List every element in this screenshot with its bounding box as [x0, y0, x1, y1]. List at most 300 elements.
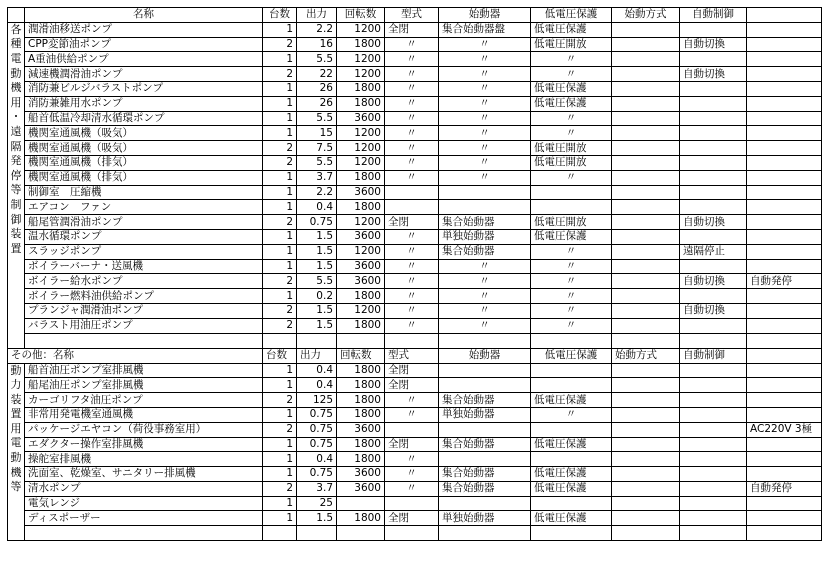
category-char: 電 [10, 436, 22, 450]
cell-name: スラッジポンプ [25, 244, 263, 259]
cell-extra [747, 467, 822, 482]
cell-extra [747, 496, 822, 511]
category-char: 動 [10, 363, 22, 377]
cell-auto-control [680, 437, 747, 452]
cell-lowvolt: 低電圧保護 [531, 96, 612, 111]
cell-units: 1 [263, 126, 297, 141]
cell-type: 〃 [385, 111, 439, 126]
cell-lowvolt: 低電圧保護 [531, 511, 612, 526]
cell-auto-control [680, 22, 747, 37]
cell-starter: 単独始動器 [439, 511, 531, 526]
cell-lowvolt: 〃 [531, 289, 612, 304]
cell-output: 1.5 [297, 259, 337, 274]
blank-cell [680, 526, 747, 541]
cell-starter: 〃 [439, 111, 531, 126]
cell-output: 0.2 [297, 289, 337, 304]
cell-start-method [612, 407, 680, 422]
cell-starter [439, 422, 531, 437]
header-extra [747, 8, 822, 23]
table-row [8, 496, 822, 511]
category-char: 動 [10, 451, 22, 465]
header2-starter: 始動器 [439, 348, 531, 363]
header-auto-control: 自動制御 [680, 8, 747, 23]
cell-units: 2 [263, 67, 297, 82]
category-char: 等 [10, 183, 22, 197]
cell-auto-control [680, 259, 747, 274]
cell-lowvolt: 低電圧保護 [531, 467, 612, 482]
cell-auto-control [680, 393, 747, 408]
cell-starter: 〃 [439, 274, 531, 289]
cell-output: 0.4 [297, 452, 337, 467]
cell-lowvolt: 〃 [531, 52, 612, 67]
blank-cell [337, 526, 385, 541]
cell-type: 全閉 [385, 22, 439, 37]
cell-start-method [612, 511, 680, 526]
table-row [8, 422, 822, 437]
table-row [8, 259, 822, 274]
header-rpm: 回転数 [337, 8, 385, 23]
cell-name: ボイラー給水ポンプ [25, 274, 263, 289]
cell-rpm: 1200 [337, 244, 385, 259]
cell-type: 〃 [385, 481, 439, 496]
cell-name: 機関室通風機（吸気） [25, 126, 263, 141]
cell-starter: 〃 [439, 289, 531, 304]
table-row [8, 170, 822, 185]
category-char: 隔 [10, 139, 22, 153]
table-row [8, 185, 822, 200]
cell-name: 機関室通風機（吸気） [25, 141, 263, 156]
cell-name: 減速機潤滑油ポンプ [25, 67, 263, 82]
cell-starter: 〃 [439, 141, 531, 156]
table-row [8, 67, 822, 82]
cell-extra: AC220V 3極 [747, 422, 822, 437]
cell-name: 消防兼ビルジバラストポンプ [25, 81, 263, 96]
cell-rpm: 1800 [337, 407, 385, 422]
blank-cell [531, 526, 612, 541]
cell-type: 〃 [385, 259, 439, 274]
table-row [8, 229, 822, 244]
category-char: 停 [10, 168, 22, 182]
cell-output: 1.5 [297, 318, 337, 333]
header2-units: 台数 [263, 348, 297, 363]
cell-rpm: 1800 [337, 318, 385, 333]
category-char: 機 [10, 465, 22, 479]
blank-cell [297, 526, 337, 541]
cell-start-method [612, 274, 680, 289]
cell-output: 1.5 [297, 511, 337, 526]
cell-auto-control [680, 111, 747, 126]
blank-cell [680, 333, 747, 348]
cell-rpm: 3600 [337, 229, 385, 244]
cell-extra [747, 200, 822, 215]
table-row [8, 215, 822, 230]
category-char: 動 [10, 66, 22, 80]
table-row [8, 393, 822, 408]
cell-type: 〃 [385, 67, 439, 82]
cell-extra [747, 393, 822, 408]
cell-extra: 自動発停 [747, 274, 822, 289]
cell-extra [747, 126, 822, 141]
cell-start-method [612, 244, 680, 259]
header2-auto-control: 自動制御 [680, 348, 747, 363]
cell-name: 機関室通風機（排気） [25, 170, 263, 185]
cell-rpm: 1200 [337, 126, 385, 141]
cell-output: 0.75 [297, 407, 337, 422]
cell-name: 操舵室排風機 [25, 452, 263, 467]
cell-units: 1 [263, 81, 297, 96]
header2-extra [747, 348, 822, 363]
header-units: 台数 [263, 8, 297, 23]
blank-cell [531, 333, 612, 348]
cell-starter [439, 363, 531, 378]
cell-extra [747, 437, 822, 452]
cell-lowvolt: 低電圧開放 [531, 141, 612, 156]
cell-rpm [337, 496, 385, 511]
cell-rpm: 1800 [337, 81, 385, 96]
cell-auto-control [680, 318, 747, 333]
cell-type: 〃 [385, 52, 439, 67]
cell-starter: 集合始動器盤 [439, 22, 531, 37]
cell-extra [747, 229, 822, 244]
cell-extra [747, 452, 822, 467]
category-char: 発 [10, 154, 22, 168]
blank-row [8, 333, 822, 348]
cell-units: 2 [263, 318, 297, 333]
cell-units: 1 [263, 467, 297, 482]
cell-name: 潤滑油移送ポンプ [25, 22, 263, 37]
cell-lowvolt: 〃 [531, 259, 612, 274]
cell-lowvolt: 〃 [531, 67, 612, 82]
group1-category-label [8, 22, 25, 348]
cell-name: 船首低温冷却清水循環ポンプ [25, 111, 263, 126]
cell-name: 船尾管潤滑油ポンプ [25, 215, 263, 230]
cell-type: 〃 [385, 274, 439, 289]
cell-extra [747, 170, 822, 185]
cell-rpm: 1200 [337, 215, 385, 230]
header2-name: その他：名称 [8, 348, 263, 363]
cell-units: 1 [263, 22, 297, 37]
cell-starter: 単独始動器 [439, 229, 531, 244]
cell-starter [439, 452, 531, 467]
cell-units: 2 [263, 393, 297, 408]
cell-units: 1 [263, 363, 297, 378]
cell-name: 非常用発電機室通風機 [25, 407, 263, 422]
cell-auto-control [680, 126, 747, 141]
cell-lowvolt: 低電圧保護 [531, 22, 612, 37]
cell-auto-control [680, 81, 747, 96]
cell-name: エダクター操作室排風機 [25, 437, 263, 452]
cell-starter: 〃 [439, 81, 531, 96]
cell-output: 0.4 [297, 378, 337, 393]
table-row [8, 467, 822, 482]
cell-name: 船首油圧ポンプ室排風機 [25, 363, 263, 378]
cell-output: 5.5 [297, 274, 337, 289]
cell-extra [747, 185, 822, 200]
table-row [8, 52, 822, 67]
header2-rpm: 回転数 [337, 348, 385, 363]
group2-category-label [8, 363, 25, 541]
cell-lowvolt: 〃 [531, 126, 612, 141]
cell-auto-control [680, 141, 747, 156]
cell-units: 2 [263, 422, 297, 437]
cell-output: 5.5 [297, 111, 337, 126]
cell-type: 〃 [385, 170, 439, 185]
cell-extra [747, 111, 822, 126]
cell-type: 〃 [385, 37, 439, 52]
cell-units: 1 [263, 111, 297, 126]
cell-name: プランジャ潤滑油ポンプ [25, 303, 263, 318]
cell-units: 2 [263, 481, 297, 496]
cell-auto-control [680, 511, 747, 526]
cell-lowvolt [531, 378, 612, 393]
cell-output: 0.4 [297, 363, 337, 378]
blank-cell [337, 333, 385, 348]
cell-extra [747, 378, 822, 393]
cell-starter [439, 200, 531, 215]
cell-starter: 〃 [439, 96, 531, 111]
cell-starter [439, 378, 531, 393]
cell-lowvolt [531, 200, 612, 215]
cell-rpm: 1800 [337, 378, 385, 393]
cell-starter: 〃 [439, 126, 531, 141]
motor-spec-table [7, 7, 822, 541]
cell-name: ボイラー燃料油供給ポンプ [25, 289, 263, 304]
cell-lowvolt [531, 496, 612, 511]
header-start-method: 始動方式 [612, 8, 680, 23]
cell-starter: 集合始動器 [439, 467, 531, 482]
cell-auto-control [680, 496, 747, 511]
table-row [8, 37, 822, 52]
cell-output: 3.7 [297, 481, 337, 496]
cell-start-method [612, 259, 680, 274]
header-output: 出力 [297, 8, 337, 23]
cell-lowvolt: 〃 [531, 170, 612, 185]
cell-units: 1 [263, 511, 297, 526]
cell-name: ボイラーバーナ・送風機 [25, 259, 263, 274]
cell-type: 全閉 [385, 215, 439, 230]
cell-type: 全閉 [385, 437, 439, 452]
cell-start-method [612, 303, 680, 318]
cell-rpm: 1800 [337, 393, 385, 408]
cell-name: CPP変節油ポンプ [25, 37, 263, 52]
category-char: 置 [10, 241, 22, 255]
cell-starter: 集合始動器 [439, 215, 531, 230]
cell-starter: 集合始動器 [439, 244, 531, 259]
cell-auto-control [680, 422, 747, 437]
cell-lowvolt: 低電圧保護 [531, 437, 612, 452]
table-row [8, 244, 822, 259]
cell-extra [747, 303, 822, 318]
category-char: ・ [10, 110, 22, 124]
cell-rpm: 3600 [337, 259, 385, 274]
cell-lowvolt: 〃 [531, 303, 612, 318]
cell-extra [747, 155, 822, 170]
cell-lowvolt [531, 363, 612, 378]
cell-extra [747, 81, 822, 96]
cell-type: 全閉 [385, 511, 439, 526]
header2-start-method: 始動方式 [612, 348, 680, 363]
cell-name: バラスト用油圧ポンプ [25, 318, 263, 333]
cell-units: 2 [263, 215, 297, 230]
cell-start-method [612, 126, 680, 141]
cell-rpm: 3600 [337, 467, 385, 482]
cell-output: 2.2 [297, 22, 337, 37]
cell-rpm: 1200 [337, 52, 385, 67]
cell-auto-control [680, 467, 747, 482]
cell-start-method [612, 229, 680, 244]
cell-extra [747, 244, 822, 259]
cell-units: 1 [263, 437, 297, 452]
cell-rpm: 1800 [337, 363, 385, 378]
table-row [8, 22, 822, 37]
table-row [8, 96, 822, 111]
cell-output: 2.2 [297, 185, 337, 200]
cell-units: 1 [263, 170, 297, 185]
cell-name: カーゴリフタ油圧ポンプ [25, 393, 263, 408]
cell-start-method [612, 481, 680, 496]
cell-name: 温水循環ポンプ [25, 229, 263, 244]
blank-cell [25, 333, 263, 348]
cell-type: 〃 [385, 126, 439, 141]
cell-rpm: 3600 [337, 274, 385, 289]
cell-start-method [612, 37, 680, 52]
cell-output: 16 [297, 37, 337, 52]
category-char: 機 [10, 81, 22, 95]
cell-extra [747, 511, 822, 526]
table-row [8, 378, 822, 393]
cell-lowvolt [531, 452, 612, 467]
cell-name: 洗面室、乾燥室、サニタリー排風機 [25, 467, 263, 482]
cell-units: 1 [263, 185, 297, 200]
header-type: 型式 [385, 8, 439, 23]
cell-starter: 単独始動器 [439, 407, 531, 422]
cell-extra: 自動発停 [747, 481, 822, 496]
cell-start-method [612, 452, 680, 467]
cell-start-method [612, 215, 680, 230]
cell-rpm: 1200 [337, 303, 385, 318]
cell-name: 清水ポンプ [25, 481, 263, 496]
cell-rpm: 1200 [337, 155, 385, 170]
category-char: 電 [10, 51, 22, 65]
cell-starter: 〃 [439, 155, 531, 170]
cell-output: 0.75 [297, 467, 337, 482]
cell-units: 2 [263, 155, 297, 170]
cell-lowvolt: 低電圧保護 [531, 481, 612, 496]
cell-auto-control: 自動切換 [680, 274, 747, 289]
cell-rpm: 1800 [337, 452, 385, 467]
blank-row [8, 526, 822, 541]
cell-lowvolt: 〃 [531, 244, 612, 259]
cell-auto-control [680, 289, 747, 304]
blank-cell [612, 333, 680, 348]
cell-starter: 〃 [439, 67, 531, 82]
cell-output: 0.4 [297, 200, 337, 215]
cell-name: A重油供給ポンプ [25, 52, 263, 67]
header-row-2 [8, 348, 822, 363]
cell-start-method [612, 378, 680, 393]
cell-extra [747, 363, 822, 378]
cell-lowvolt [531, 422, 612, 437]
cell-lowvolt: 低電圧保護 [531, 393, 612, 408]
header-blank [8, 8, 25, 23]
cell-type [385, 422, 439, 437]
cell-extra [747, 22, 822, 37]
cell-units: 1 [263, 452, 297, 467]
table-row [8, 452, 822, 467]
category-char: 各 [10, 22, 22, 36]
cell-name: エアコン ファン [25, 200, 263, 215]
header-lowvolt: 低電圧保護 [531, 8, 612, 23]
table-row [8, 289, 822, 304]
table-row [8, 318, 822, 333]
cell-type: 〃 [385, 229, 439, 244]
category-char: 種 [10, 37, 22, 51]
cell-starter: 集合始動器 [439, 437, 531, 452]
category-char: 遠 [10, 124, 22, 138]
cell-output: 1.5 [297, 303, 337, 318]
table-row [8, 141, 822, 156]
cell-output: 0.75 [297, 215, 337, 230]
cell-auto-control [680, 363, 747, 378]
blank-cell [263, 333, 297, 348]
cell-extra [747, 52, 822, 67]
cell-start-method [612, 318, 680, 333]
cell-lowvolt: 低電圧保護 [531, 229, 612, 244]
cell-type [385, 496, 439, 511]
blank-cell [612, 526, 680, 541]
cell-start-method [612, 496, 680, 511]
cell-rpm: 1800 [337, 437, 385, 452]
cell-auto-control [680, 481, 747, 496]
cell-type [385, 200, 439, 215]
table-row [8, 81, 822, 96]
cell-output: 1.5 [297, 229, 337, 244]
cell-extra [747, 318, 822, 333]
cell-output: 15 [297, 126, 337, 141]
cell-units: 1 [263, 244, 297, 259]
cell-extra [747, 37, 822, 52]
cell-start-method [612, 22, 680, 37]
cell-type: 〃 [385, 303, 439, 318]
cell-extra [747, 67, 822, 82]
blank-cell [385, 526, 439, 541]
cell-starter [439, 496, 531, 511]
cell-output: 0.75 [297, 422, 337, 437]
cell-start-method [612, 289, 680, 304]
cell-rpm: 1200 [337, 22, 385, 37]
cell-output: 22 [297, 67, 337, 82]
cell-lowvolt: 低電圧開放 [531, 215, 612, 230]
table-row [8, 363, 822, 378]
cell-auto-control: 遠隔停止 [680, 244, 747, 259]
cell-output: 3.7 [297, 170, 337, 185]
cell-auto-control [680, 185, 747, 200]
cell-auto-control [680, 155, 747, 170]
cell-start-method [612, 437, 680, 452]
blank-cell [747, 333, 822, 348]
cell-rpm: 1800 [337, 170, 385, 185]
cell-type: 〃 [385, 155, 439, 170]
category-char: 用 [10, 95, 22, 109]
cell-output: 25 [297, 496, 337, 511]
header2-lowvolt: 低電圧保護 [531, 348, 612, 363]
cell-units: 2 [263, 37, 297, 52]
cell-auto-control [680, 170, 747, 185]
cell-extra [747, 259, 822, 274]
cell-rpm: 1200 [337, 67, 385, 82]
cell-type: 〃 [385, 244, 439, 259]
cell-auto-control [680, 452, 747, 467]
